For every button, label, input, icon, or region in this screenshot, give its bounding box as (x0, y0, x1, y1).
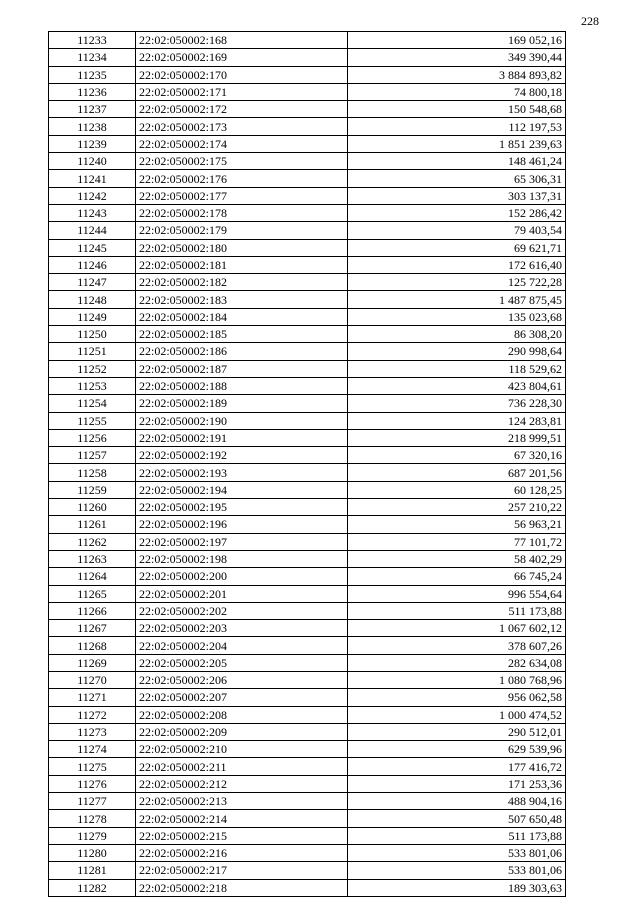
cadastral-number-cell: 22:02:050002:184 (136, 308, 348, 325)
row-number-cell: 11238 (49, 118, 136, 135)
cadastral-number-cell: 22:02:050002:208 (136, 706, 348, 723)
table-row (49, 326, 566, 343)
cadastral-number-cell: 22:02:050002:188 (136, 377, 348, 394)
table-row (49, 810, 566, 827)
value-cell: 148 461,24 (348, 153, 566, 170)
value-cell: 378 607,26 (348, 637, 566, 654)
table-row (49, 637, 566, 654)
value-cell: 3 884 893,82 (348, 66, 566, 83)
table-row (49, 429, 566, 446)
row-number-cell: 11261 (49, 516, 136, 533)
table-row (49, 464, 566, 481)
value-cell: 66 745,24 (348, 568, 566, 585)
table-row (49, 377, 566, 394)
row-number-cell: 11262 (49, 533, 136, 550)
cadastral-number-cell: 22:02:050002:173 (136, 118, 348, 135)
cadastral-number-cell: 22:02:050002:187 (136, 360, 348, 377)
row-number-cell: 11268 (49, 637, 136, 654)
cadastral-number-cell: 22:02:050002:178 (136, 204, 348, 221)
table-row (49, 153, 566, 170)
row-number-cell: 11259 (49, 481, 136, 498)
row-number-cell: 11270 (49, 671, 136, 688)
row-number-cell: 11239 (49, 135, 136, 152)
row-number-cell: 11241 (49, 170, 136, 187)
row-number-cell: 11275 (49, 758, 136, 775)
table-row (49, 481, 566, 498)
table-row (49, 274, 566, 291)
value-cell: 150 548,68 (348, 101, 566, 118)
table-row (49, 620, 566, 637)
cadastral-number-cell: 22:02:050002:170 (136, 66, 348, 83)
row-number-cell: 11236 (49, 83, 136, 100)
cadastral-number-cell: 22:02:050002:218 (136, 879, 348, 896)
value-cell: 511 173,88 (348, 602, 566, 619)
value-cell: 69 621,71 (348, 239, 566, 256)
row-number-cell: 11257 (49, 447, 136, 464)
cadastral-number-cell: 22:02:050002:205 (136, 654, 348, 671)
value-cell: 488 904,16 (348, 793, 566, 810)
row-number-cell: 11265 (49, 585, 136, 602)
value-cell: 58 402,29 (348, 550, 566, 567)
table-row (49, 395, 566, 412)
row-number-cell: 11253 (49, 377, 136, 394)
cadastral-number-cell: 22:02:050002:191 (136, 429, 348, 446)
page-number: 228 (581, 14, 599, 28)
cadastral-number-cell: 22:02:050002:174 (136, 135, 348, 152)
cadastral-number-cell: 22:02:050002:185 (136, 326, 348, 343)
table-row (49, 412, 566, 429)
cadastral-number-cell: 22:02:050002:183 (136, 291, 348, 308)
table-row (49, 239, 566, 256)
row-number-cell: 11272 (49, 706, 136, 723)
cadastral-number-cell: 22:02:050002:216 (136, 844, 348, 861)
value-cell: 74 800,18 (348, 83, 566, 100)
table-row (49, 49, 566, 66)
value-cell: 112 197,53 (348, 118, 566, 135)
cadastral-number-cell: 22:02:050002:176 (136, 170, 348, 187)
value-cell: 79 403,54 (348, 222, 566, 239)
cadastral-number-cell: 22:02:050002:177 (136, 187, 348, 204)
value-cell: 1 067 602,12 (348, 620, 566, 637)
row-number-cell: 11278 (49, 810, 136, 827)
table-row (49, 879, 566, 896)
cadastral-number-cell: 22:02:050002:210 (136, 741, 348, 758)
row-number-cell: 11255 (49, 412, 136, 429)
value-cell: 1 080 768,96 (348, 671, 566, 688)
value-cell: 60 128,25 (348, 481, 566, 498)
row-number-cell: 11276 (49, 775, 136, 792)
cadastral-number-cell: 22:02:050002:206 (136, 671, 348, 688)
row-number-cell: 11274 (49, 741, 136, 758)
table-row (49, 83, 566, 100)
table-row (49, 654, 566, 671)
cadastral-number-cell: 22:02:050002:179 (136, 222, 348, 239)
value-cell: 629 539,96 (348, 741, 566, 758)
value-cell: 118 529,62 (348, 360, 566, 377)
cadastral-number-cell: 22:02:050002:193 (136, 464, 348, 481)
row-number-cell: 11251 (49, 343, 136, 360)
table-row (49, 706, 566, 723)
cadastral-number-cell: 22:02:050002:172 (136, 101, 348, 118)
table-row (49, 585, 566, 602)
cadastral-number-cell: 22:02:050002:211 (136, 758, 348, 775)
row-number-cell: 11266 (49, 602, 136, 619)
value-cell: 124 283,81 (348, 412, 566, 429)
cadastral-number-cell: 22:02:050002:207 (136, 689, 348, 706)
data-table (48, 31, 566, 897)
table-row (49, 550, 566, 567)
cadastral-number-cell: 22:02:050002:192 (136, 447, 348, 464)
table-row (49, 170, 566, 187)
value-cell: 290 998,64 (348, 343, 566, 360)
row-number-cell: 11280 (49, 844, 136, 861)
cadastral-number-cell: 22:02:050002:204 (136, 637, 348, 654)
row-number-cell: 11282 (49, 879, 136, 896)
value-cell: 956 062,58 (348, 689, 566, 706)
value-cell: 65 306,31 (348, 170, 566, 187)
row-number-cell: 11252 (49, 360, 136, 377)
table-row (49, 118, 566, 135)
table-row (49, 862, 566, 879)
cadastral-number-cell: 22:02:050002:169 (136, 49, 348, 66)
cadastral-number-cell: 22:02:050002:201 (136, 585, 348, 602)
cadastral-number-cell: 22:02:050002:215 (136, 827, 348, 844)
value-cell: 533 801,06 (348, 844, 566, 861)
row-number-cell: 11281 (49, 862, 136, 879)
row-number-cell: 11263 (49, 550, 136, 567)
value-cell: 507 650,48 (348, 810, 566, 827)
table-row (49, 758, 566, 775)
value-cell: 125 722,28 (348, 274, 566, 291)
table-row (49, 66, 566, 83)
value-cell: 189 303,63 (348, 879, 566, 896)
row-number-cell: 11254 (49, 395, 136, 412)
table-row (49, 741, 566, 758)
cadastral-number-cell: 22:02:050002:194 (136, 481, 348, 498)
row-number-cell: 11240 (49, 153, 136, 170)
row-number-cell: 11264 (49, 568, 136, 585)
cadastral-number-cell: 22:02:050002:200 (136, 568, 348, 585)
row-number-cell: 11273 (49, 723, 136, 740)
table-row (49, 516, 566, 533)
value-cell: 349 390,44 (348, 49, 566, 66)
row-number-cell: 11277 (49, 793, 136, 810)
value-cell: 290 512,01 (348, 723, 566, 740)
row-number-cell: 11269 (49, 654, 136, 671)
value-cell: 423 804,61 (348, 377, 566, 394)
row-number-cell: 11237 (49, 101, 136, 118)
cadastral-number-cell: 22:02:050002:181 (136, 256, 348, 273)
value-cell: 257 210,22 (348, 499, 566, 516)
row-number-cell: 11249 (49, 308, 136, 325)
row-number-cell: 11235 (49, 66, 136, 83)
row-number-cell: 11258 (49, 464, 136, 481)
value-cell: 1 487 875,45 (348, 291, 566, 308)
value-cell: 135 023,68 (348, 308, 566, 325)
cadastral-number-cell: 22:02:050002:180 (136, 239, 348, 256)
cadastral-number-cell: 22:02:050002:197 (136, 533, 348, 550)
value-cell: 86 308,20 (348, 326, 566, 343)
table-row (49, 256, 566, 273)
cadastral-number-cell: 22:02:050002:202 (136, 602, 348, 619)
table-row (49, 32, 566, 49)
cadastral-number-cell: 22:02:050002:217 (136, 862, 348, 879)
table-row (49, 827, 566, 844)
table-row (49, 723, 566, 740)
table-row (49, 671, 566, 688)
table-row (49, 689, 566, 706)
value-cell: 169 052,16 (348, 32, 566, 49)
value-cell: 77 101,72 (348, 533, 566, 550)
value-cell: 218 999,51 (348, 429, 566, 446)
value-cell: 533 801,06 (348, 862, 566, 879)
row-number-cell: 11243 (49, 204, 136, 221)
table-row (49, 499, 566, 516)
cadastral-number-cell: 22:02:050002:213 (136, 793, 348, 810)
cadastral-number-cell: 22:02:050002:198 (136, 550, 348, 567)
cadastral-number-cell: 22:02:050002:214 (136, 810, 348, 827)
table-body (49, 32, 566, 897)
table-row (49, 308, 566, 325)
table-row (49, 602, 566, 619)
cadastral-number-cell: 22:02:050002:168 (136, 32, 348, 49)
table-row (49, 291, 566, 308)
table-row (49, 775, 566, 792)
table-row (49, 447, 566, 464)
value-cell: 67 320,16 (348, 447, 566, 464)
cadastral-number-cell: 22:02:050002:196 (136, 516, 348, 533)
cadastral-number-cell: 22:02:050002:190 (136, 412, 348, 429)
cadastral-number-cell: 22:02:050002:212 (136, 775, 348, 792)
row-number-cell: 11245 (49, 239, 136, 256)
row-number-cell: 11247 (49, 274, 136, 291)
value-cell: 1 851 239,63 (348, 135, 566, 152)
row-number-cell: 11271 (49, 689, 136, 706)
cadastral-number-cell: 22:02:050002:195 (136, 499, 348, 516)
cadastral-number-cell: 22:02:050002:175 (136, 153, 348, 170)
table-row (49, 844, 566, 861)
cadastral-number-cell: 22:02:050002:209 (136, 723, 348, 740)
table-row (49, 204, 566, 221)
table-row (49, 187, 566, 204)
cadastral-number-cell: 22:02:050002:189 (136, 395, 348, 412)
row-number-cell: 11248 (49, 291, 136, 308)
row-number-cell: 11250 (49, 326, 136, 343)
row-number-cell: 11234 (49, 49, 136, 66)
value-cell: 56 963,21 (348, 516, 566, 533)
cadastral-number-cell: 22:02:050002:186 (136, 343, 348, 360)
row-number-cell: 11260 (49, 499, 136, 516)
table-row (49, 343, 566, 360)
table-row (49, 533, 566, 550)
table-row (49, 793, 566, 810)
value-cell: 687 201,56 (348, 464, 566, 481)
cadastral-number-cell: 22:02:050002:171 (136, 83, 348, 100)
table-row (49, 360, 566, 377)
table-row (49, 222, 566, 239)
value-cell: 152 286,42 (348, 204, 566, 221)
row-number-cell: 11244 (49, 222, 136, 239)
cadastral-number-cell: 22:02:050002:182 (136, 274, 348, 291)
table-row (49, 568, 566, 585)
row-number-cell: 11242 (49, 187, 136, 204)
value-cell: 511 173,88 (348, 827, 566, 844)
row-number-cell: 11233 (49, 32, 136, 49)
value-cell: 171 253,36 (348, 775, 566, 792)
cadastral-number-cell: 22:02:050002:203 (136, 620, 348, 637)
row-number-cell: 11256 (49, 429, 136, 446)
table-row (49, 101, 566, 118)
value-cell: 177 416,72 (348, 758, 566, 775)
row-number-cell: 11279 (49, 827, 136, 844)
table-row (49, 135, 566, 152)
value-cell: 996 554,64 (348, 585, 566, 602)
value-cell: 1 000 474,52 (348, 706, 566, 723)
row-number-cell: 11246 (49, 256, 136, 273)
value-cell: 303 137,31 (348, 187, 566, 204)
value-cell: 736 228,30 (348, 395, 566, 412)
value-cell: 172 616,40 (348, 256, 566, 273)
value-cell: 282 634,08 (348, 654, 566, 671)
row-number-cell: 11267 (49, 620, 136, 637)
